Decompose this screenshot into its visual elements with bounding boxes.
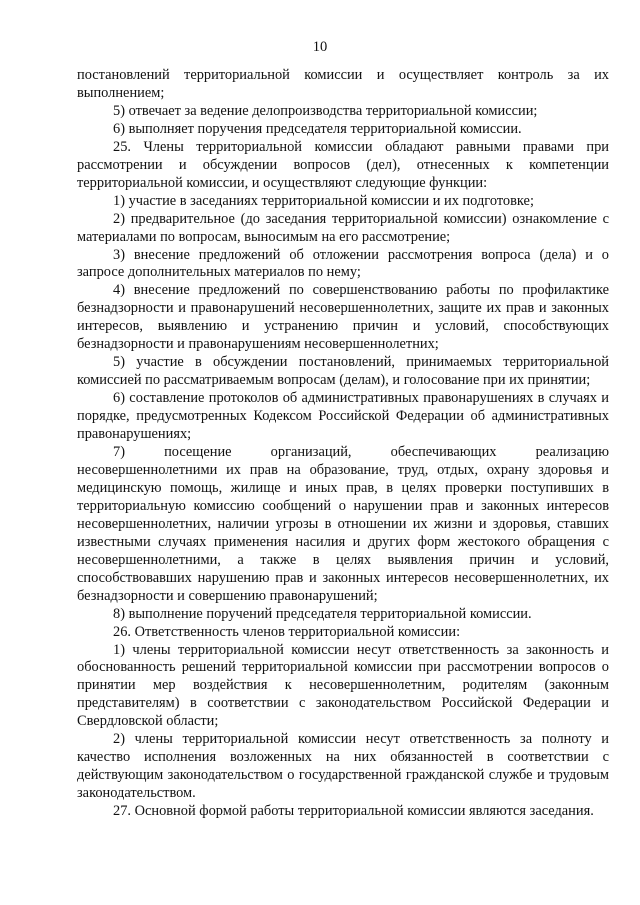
paragraph-item: 6) выполняет поручения председателя территориальной комиссии. — [113, 120, 522, 137]
paragraph-item: 3) внесение предложений об отложении рассмотрения вопроса (дела) и о запросе дополнительных материалов по нему; — [77, 246, 609, 281]
paragraph-item: 5) отвечает за ведение делопроизводства территориальной комиссии; — [113, 102, 538, 119]
page-number: 10 — [312, 39, 328, 55]
paragraph-item: 1) участие в заседаниях территориальной комиссии и их подготовке; — [113, 192, 534, 209]
paragraph-clause-25: 25. Члены территориальной комиссии обладают равными правами при рассмотрении и обсуждении вопросов (дел), отнесенных к компетенции территориальной комиссии, и осуществляют следующие функции: — [77, 138, 609, 191]
paragraph-item: 5) участие в обсуждении постановлений, принимаемых территориальной комиссией по рассматриваемым вопросам (делам), и голосование при их принятии; — [77, 354, 609, 389]
paragraph-item: 6) составление протоколов об административных правонарушениях в случаях и порядке, предусмотренных Кодексом Российской Федерации об административных правонарушениях; — [77, 390, 609, 443]
paragraph-item: 7) посещение организаций, обеспечивающих реализацию несовершеннолетними их прав на образование, труд, отдых, охрану здоровья и медицинскую помощь, жилище и иных прав, в целях проверки поступивших в территориальную комиссию сообщений о нарушении прав и законных интересов несовершеннолетних, наличии угрозы в отношении их жизни и здоровья, ставших известными случаях применения насилия и других форм жестокого обращения с несовершеннолетними, а также в целях выявления причин и условий, способствовавших нарушению прав и законных интересов несовершеннолетних, их безнадзорности и совершению правонарушений; — [77, 444, 609, 604]
paragraph-item: 8) выполнение поручений председателя территориальной комиссии. — [113, 605, 532, 622]
paragraph-clause-26: 26. Ответственность членов территориальной комиссии: — [113, 623, 461, 640]
paragraph-continuation: постановлений территориальной комиссии и осуществляет контроль за их выполнением; — [77, 67, 609, 101]
paragraph-item: 2) члены территориальной комиссии несут ответственность за полноту и качество исполнения возложенных на них обязанностей в соответствии с действующим законодательством о государственной гражданской службе и трудовым законодательством. — [77, 731, 609, 802]
paragraph-item: 2) предварительное (до заседания территориальной комиссии) ознакомление с материалами по вопросам, выносимым на его рассмотрение; — [77, 210, 609, 245]
paragraph-clause-27: 27. Основной формой работы территориальной комиссии являются заседания. — [113, 803, 594, 820]
document-body — [77, 67, 609, 821]
paragraph-item: 1) члены территориальной комиссии несут ответственность за законность и обоснованность решений территориальной комиссии при рассмотрении вопросов о принятии мер воздействия к несовершеннолетним, родителям (законным представителям) в соответствии с законодательством Российской Федерации и Свердловской области; — [77, 641, 609, 730]
paragraph-item: 4) внесение предложений по совершенствованию работы по профилактике безнадзорности и правонарушений несовершеннолетних, защите их прав и законных интересов, выявлению и устранению причин и условий, способствующих безнадзорности и правонарушениям несовершеннолетних; — [77, 282, 609, 353]
